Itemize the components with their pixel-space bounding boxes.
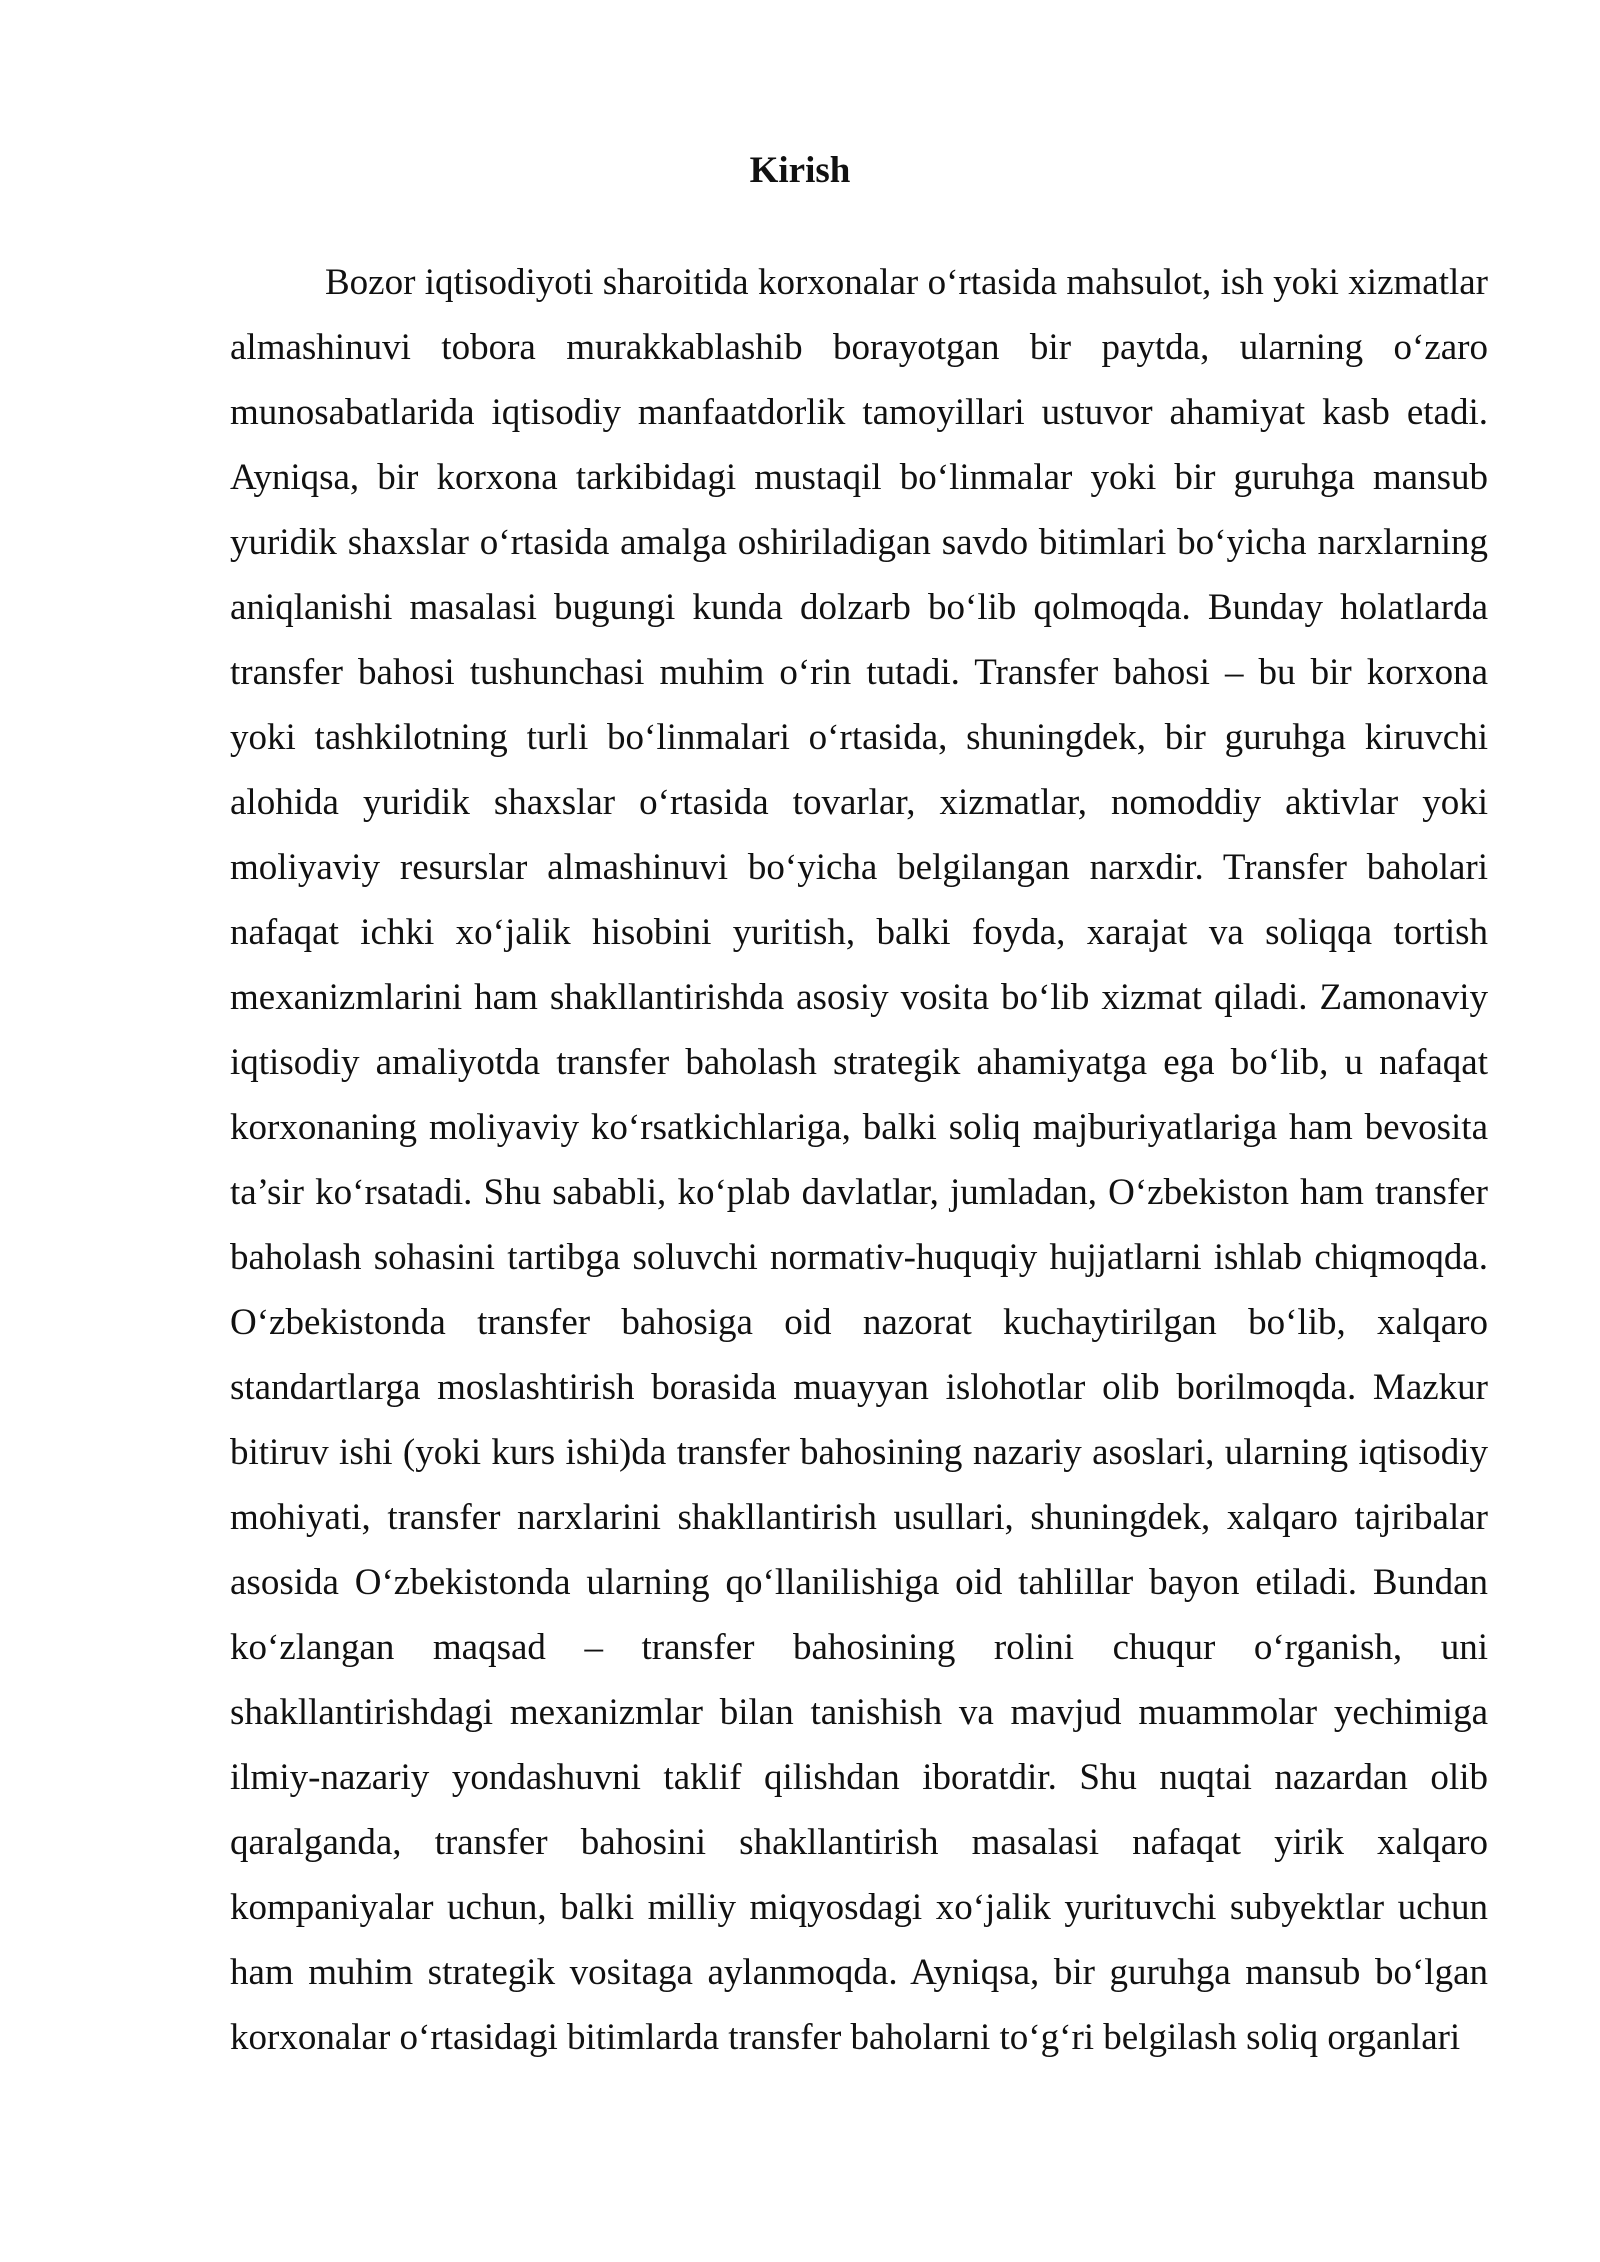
page-title: Kirish [749, 150, 851, 191]
body-paragraph: Bozor iqtisodiyoti sharoitida korxonalar o‘rtasida mahsulot, ish yoki xizmatlar almashinuvi tobora murakkablashib borayotgan bir paytda, ularning o‘zaro munosabatlarida iqtisodiy manfaatdorlik tamoyillari ustuvor ahamiyat kasb etadi. Ayniqsa, bir korxona tarkibidagi mustaqil bo‘linmalar yoki bir guruhga mansub yuridik shaxslar o‘rtasida amalga oshiriladigan savdo bitimlari bo‘yicha narxlarning aniqlanishi masalasi bugungi kunda dolzarb bo‘lib qolmoqda. Bunday holatlarda transfer bahosi tushunchasi muhim o‘rin tutadi. Transfer bahosi – bu bir korxona yoki tashkilotning turli bo‘linmalari o‘rtasida, shuningdek, bir guruhga kiruvchi alohida yuridik shaxslar o‘rtasida tovarlar, xizmatlar, nomoddiy aktivlar yoki moliyaviy resurslar almashinuvi bo‘yicha belgilangan narxdir. Transfer baholari nafaqat ichki xo‘jalik hisobini yuritish, balki foyda, xarajat va soliqqa tortish mexanizmlarini ham shakllantirishda asosiy vosita bo‘lib xizmat qiladi. Zamonaviy iqtisodiy amaliyotda transfer baholash strategik ahamiyatga ega bo‘lib, u nafaqat korxonaning moliyaviy ko‘rsatkichlariga, balki soliq majburiyatlariga ham bevosita ta’sir ko‘rsatadi. Shu sababli, ko‘plab davlatlar, jumladan, O‘zbekiston ham transfer baholash sohasini tartibga soluvchi normativ-huquqiy hujjatlarni ishlab chiqmoqda. O‘zbekistonda transfer bahosiga oid nazorat kuchaytirilgan bo‘lib, xalqaro standartlarga moslashtirish borasida muayyan islohotlar olib borilmoqda. Mazkur bitiruv ishi (yoki kurs ishi)da transfer bahosining nazariy asoslari, ularning iqtisodiy mohiyati, transfer narxlarini shakllantirish usullari, shuningdek, xalqaro tajribalar asosida O‘zbekistonda ularning qo‘llanilishiga oid tahlillar bayon etiladi. Bundan ko‘zlangan maqsad – transfer bahosining rolini chuqur o‘rganish, uni shakllantirishdagi mexanizmlar bilan tanishish va mavjud muammolar yechimiga ilmiy-nazariy yondashuvni taklif qilishdan iboratdir. Shu nuqtai nazardan olib qaralganda, transfer bahosini shakllantirish masalasi nafaqat yirik xalqaro kompaniyalar uchun, balki milliy miqyosdagi xo‘jalik yurituvchi subyektlar uchun ham muhim strategik vositaga aylanmoqda. Ayniqsa, bir guruhga mansub bo‘lgan korxonalar o‘rtasidagi bitimlarda transfer baholarni to‘g‘ri belgilash soliq organlari [230, 262, 1488, 2058]
